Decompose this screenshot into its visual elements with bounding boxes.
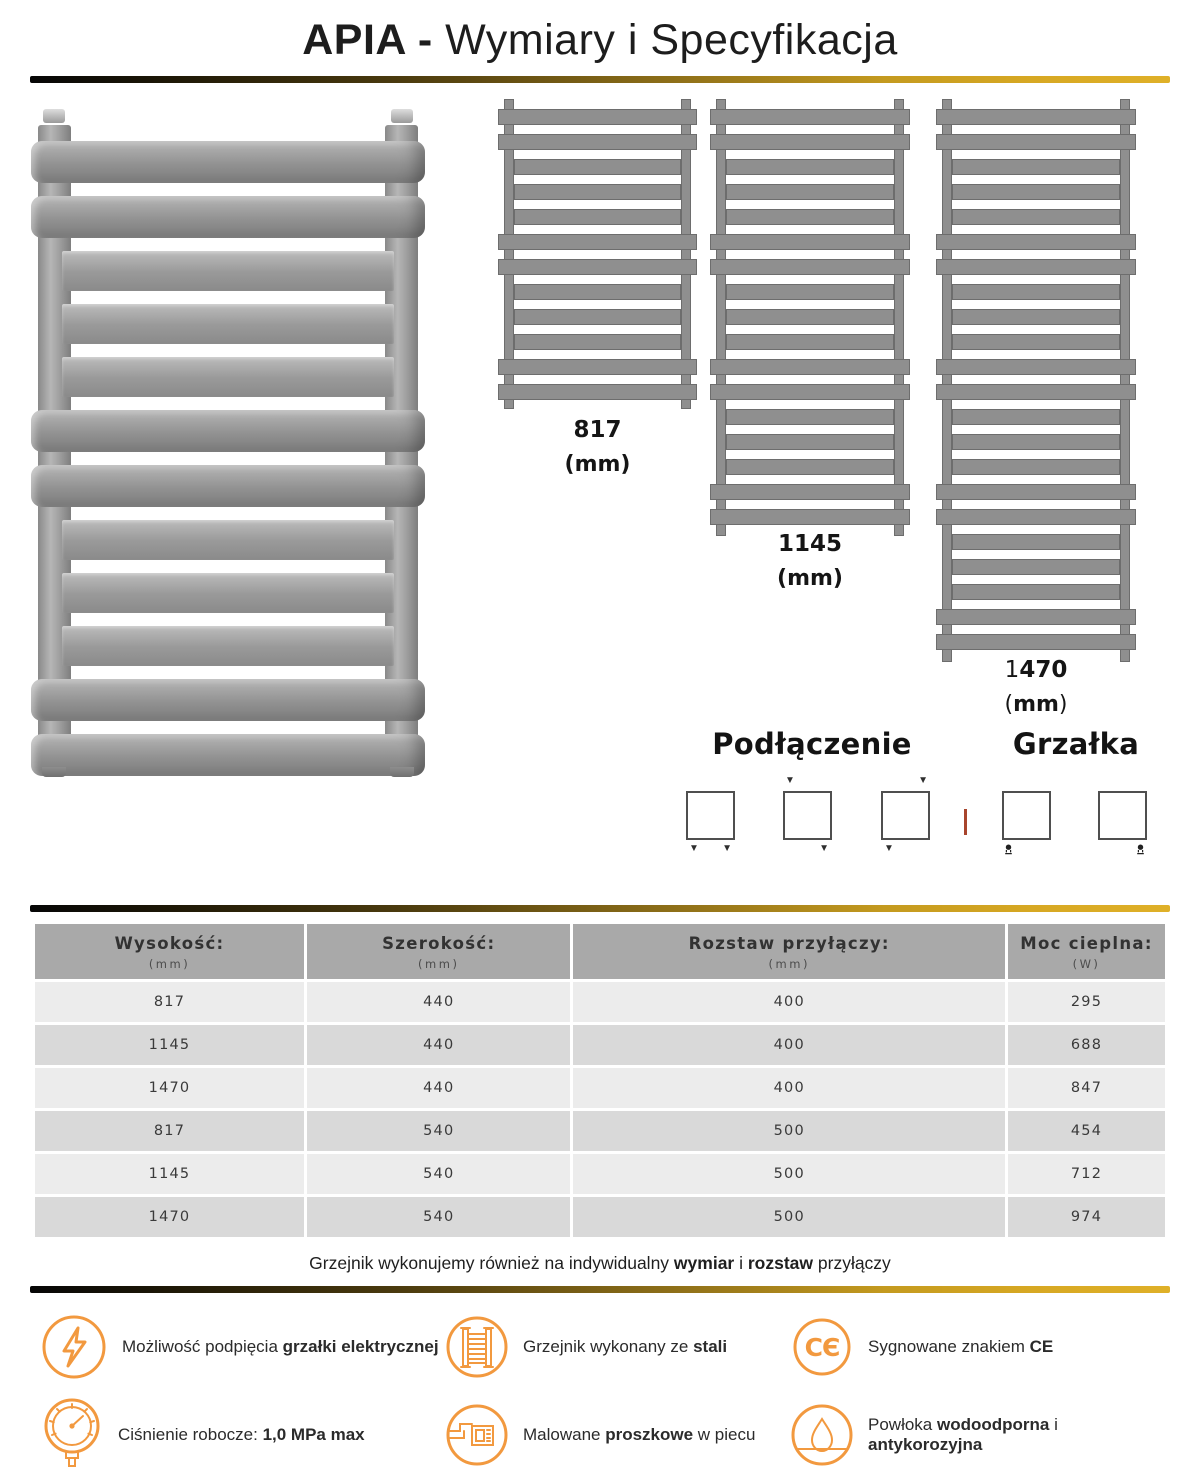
lightning-icon — [40, 1313, 108, 1381]
radiator-slat — [31, 196, 425, 238]
radiator-slat — [710, 509, 910, 525]
radiator-slat — [726, 309, 894, 325]
table-row — [35, 1154, 1165, 1194]
radiator-slat — [31, 465, 425, 507]
text-segment: proszkowe — [605, 1425, 694, 1444]
feature-list — [40, 1313, 1170, 1473]
radiator-slat — [62, 251, 394, 291]
radiator-slat — [952, 584, 1120, 600]
table-cell: 440 — [307, 1025, 570, 1065]
page-subtitle: Wymiary i Specyfikacja — [432, 16, 898, 64]
table-cell: 817 — [35, 982, 304, 1022]
table-cell: 817 — [35, 1111, 304, 1151]
radiator-slat — [62, 304, 394, 344]
radiator-slat — [710, 259, 910, 275]
page-title — [0, 0, 1200, 76]
table-cell: 500 — [573, 1154, 1005, 1194]
table-cell: 1145 — [35, 1025, 304, 1065]
triangle-marker-icon: ▼ — [785, 775, 795, 786]
radiator-slat — [952, 309, 1120, 325]
radiator-slat — [952, 334, 1120, 350]
radiator-slat — [952, 434, 1120, 450]
radiator-slat — [514, 184, 681, 200]
text-segment: CE — [1029, 1337, 1054, 1356]
text-segment: Powłoka — [868, 1415, 937, 1434]
radiator-foot — [390, 767, 414, 777]
heater-element-icon — [1136, 844, 1145, 858]
heater-option-square — [1098, 791, 1147, 840]
connection-option-square — [686, 791, 735, 854]
table-row — [35, 1111, 1165, 1151]
height-label-1470 — [938, 653, 1134, 721]
radiator-slat — [498, 259, 697, 275]
table-cell: 1470 — [35, 1068, 304, 1108]
table-row — [35, 1025, 1165, 1065]
text-segment: 1145 — [777, 531, 842, 557]
text-segment: przyłączy — [813, 1253, 891, 1273]
radiator-slat — [952, 459, 1120, 475]
radiator-slat — [710, 384, 910, 400]
table-cell: 500 — [573, 1197, 1005, 1237]
spec-table-section — [0, 912, 1200, 1240]
table-row — [35, 982, 1165, 1022]
ce-mark-icon — [790, 1315, 854, 1379]
text-segment: i — [734, 1253, 748, 1273]
text-segment: wodoodporna — [936, 1415, 1050, 1434]
heater-element-icon — [1004, 844, 1013, 858]
feature-pressure — [40, 1397, 445, 1473]
table-cell: 974 — [1008, 1197, 1165, 1237]
radiator-slat — [936, 359, 1136, 375]
table-cell: 847 — [1008, 1068, 1165, 1108]
radiator-slat — [31, 410, 425, 452]
water-drop-icon — [790, 1403, 854, 1467]
radiator-photo — [28, 119, 428, 771]
text-segment: grzałki elektrycznej — [282, 1337, 439, 1356]
radiator-slat — [62, 626, 394, 666]
radiator-slat — [31, 141, 425, 183]
text-segment: mm — [1013, 691, 1059, 717]
radiator-slat — [726, 159, 894, 175]
radiator-slat — [936, 509, 1136, 525]
triangle-marker-icon: ▼ — [689, 843, 699, 854]
radiator-slat — [726, 409, 894, 425]
height-label-817 — [500, 413, 695, 481]
radiator-slat — [31, 734, 425, 776]
triangle-marker-icon: ▼ — [884, 843, 894, 854]
radiator-diagram-1145 — [712, 99, 908, 536]
radiator-slat — [952, 209, 1120, 225]
radiator-slat — [498, 234, 697, 250]
table-row — [35, 1197, 1165, 1237]
radiator-slat — [498, 109, 697, 125]
text-segment: Grzejnik wykonujemy również na indywidualny — [309, 1253, 674, 1273]
text-segment: rozstaw — [747, 1253, 814, 1273]
text-segment: antykorozyjna — [868, 1435, 983, 1454]
radiator-slat — [62, 357, 394, 397]
radiator-overview — [0, 83, 1200, 905]
radiator-slat — [710, 134, 910, 150]
heater-heading: Grzałka — [1012, 727, 1140, 761]
radiator-slat — [498, 384, 697, 400]
radiator-slat — [514, 334, 681, 350]
table-cell: 295 — [1008, 982, 1165, 1022]
feature-steel — [445, 1315, 790, 1379]
table-cell: 1470 — [35, 1197, 304, 1237]
table-cell: 1145 — [35, 1154, 304, 1194]
valve-cap — [391, 109, 413, 123]
text-segment: Sygnowane znakiem — [868, 1337, 1030, 1356]
connection-option-square — [783, 775, 832, 854]
triangle-marker-icon: ▼ — [819, 843, 829, 854]
pressure-gauge-icon — [40, 1397, 104, 1473]
radiator-foot — [42, 767, 66, 777]
radiator-slat — [498, 359, 697, 375]
radiator-diagram-817 — [500, 99, 695, 409]
connection-heading: Podłączenie — [712, 727, 912, 761]
feature-ce — [790, 1315, 1170, 1379]
steel-radiator-icon — [445, 1315, 509, 1379]
gradient-divider-bottom — [30, 1286, 1170, 1293]
column-header: Rozstaw przyłączy: (mm) — [573, 924, 1005, 979]
radiator-slat — [936, 109, 1136, 125]
table-cell: 540 — [307, 1154, 570, 1194]
group-divider-line — [964, 809, 967, 835]
text-segment: Możliwość podpięcia — [122, 1337, 283, 1356]
height-label-1145 — [712, 527, 908, 595]
text-segment: Grzejnik wykonany ze — [523, 1337, 694, 1356]
table-cell: 400 — [573, 1068, 1005, 1108]
radiator-slat — [936, 384, 1136, 400]
radiator-slat — [710, 484, 910, 500]
table-cell: 440 — [307, 1068, 570, 1108]
feature-row — [40, 1397, 1170, 1473]
heater-option-square — [1002, 791, 1051, 840]
radiator-diagram-1470 — [938, 99, 1134, 662]
text-segment: ) — [1058, 691, 1068, 717]
table-cell: 440 — [307, 982, 570, 1022]
radiator-slat — [936, 634, 1136, 650]
radiator-slat — [498, 134, 697, 150]
radiator-slat — [952, 284, 1120, 300]
radiator-slat — [936, 609, 1136, 625]
valve-cap — [43, 109, 65, 123]
radiator-slat — [62, 573, 394, 613]
radiator-slat — [726, 334, 894, 350]
feature-waterproof — [790, 1403, 1170, 1467]
triangle-marker-icon: ▼ — [722, 843, 732, 854]
oven-icon — [445, 1403, 509, 1467]
text-segment: Ciśnienie robocze: — [118, 1425, 263, 1444]
text-segment: ( — [1004, 691, 1014, 717]
table-cell: 454 — [1008, 1111, 1165, 1151]
radiator-slat — [726, 209, 894, 225]
text-segment: 817 — [573, 417, 622, 443]
product-name: APIA - — [302, 16, 433, 64]
radiator-slat — [952, 534, 1120, 550]
radiator-slat — [952, 559, 1120, 575]
radiator-slat — [514, 159, 681, 175]
spec-table — [32, 921, 1168, 1240]
radiator-slat — [952, 184, 1120, 200]
table-row — [35, 1068, 1165, 1108]
column-header: Wysokość: (mm) — [35, 924, 304, 979]
gradient-divider-top — [30, 76, 1170, 83]
table-cell: 688 — [1008, 1025, 1165, 1065]
text-segment: (mm) — [564, 451, 631, 477]
svg-text:CЄ: CЄ — [804, 1333, 840, 1362]
radiator-slat — [514, 309, 681, 325]
column-header: Szerokość: (mm) — [307, 924, 570, 979]
custom-size-note — [0, 1253, 1200, 1274]
table-cell: 500 — [573, 1111, 1005, 1151]
text-segment: Malowane — [523, 1425, 606, 1444]
text-segment: (mm) — [777, 565, 843, 591]
feature-powder-coating — [445, 1403, 790, 1467]
radiator-slat — [936, 134, 1136, 150]
table-cell: 540 — [307, 1197, 570, 1237]
radiator-slat — [62, 520, 394, 560]
radiator-slat — [952, 409, 1120, 425]
table-cell: 712 — [1008, 1154, 1165, 1194]
radiator-slat — [726, 184, 894, 200]
feature-electric-heater — [40, 1313, 445, 1381]
radiator-slat — [710, 109, 910, 125]
radiator-slat — [726, 284, 894, 300]
text-segment: 470 — [1019, 657, 1068, 683]
column-header: Moc cieplna: (W) — [1008, 924, 1165, 979]
text-segment: stali — [693, 1337, 728, 1356]
text-segment: i — [1049, 1415, 1058, 1434]
radiator-slat — [726, 434, 894, 450]
radiator-slat — [710, 359, 910, 375]
radiator-slat — [514, 209, 681, 225]
text-segment: w piecu — [693, 1425, 756, 1444]
text-segment: 1 — [1004, 657, 1020, 683]
radiator-slat — [936, 259, 1136, 275]
text-segment: wymiar — [673, 1253, 735, 1273]
text-segment: 1,0 MPa max — [262, 1425, 365, 1444]
radiator-slat — [726, 459, 894, 475]
connection-option-square — [881, 775, 930, 854]
table-cell: 400 — [573, 982, 1005, 1022]
triangle-marker-icon: ▼ — [918, 775, 928, 786]
radiator-slat — [952, 159, 1120, 175]
radiator-slat — [936, 234, 1136, 250]
radiator-slat — [936, 484, 1136, 500]
table-cell: 400 — [573, 1025, 1005, 1065]
radiator-slat — [31, 679, 425, 721]
radiator-slat — [514, 284, 681, 300]
radiator-slat — [710, 234, 910, 250]
gradient-divider-middle — [30, 905, 1170, 912]
feature-row — [40, 1313, 1170, 1381]
table-cell: 540 — [307, 1111, 570, 1151]
